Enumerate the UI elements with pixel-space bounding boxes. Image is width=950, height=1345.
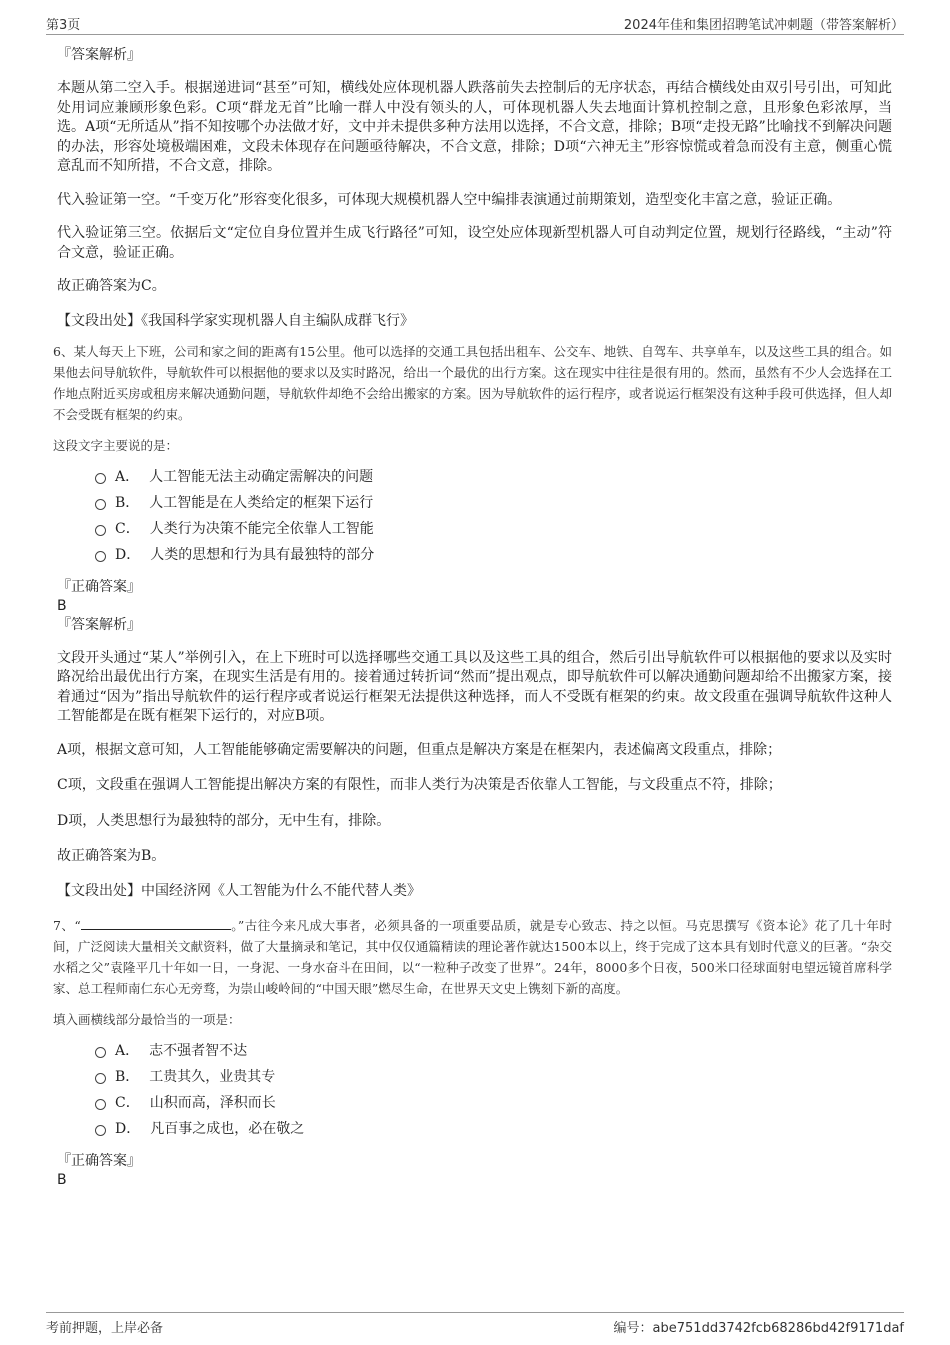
question-prompt: 填入画横线部分最恰当的一项是： xyxy=(53,1011,241,1027)
analysis-paragraph: 代入验证第三空。依据后文“定位自身位置并生成飞行路径”可知，设空处应体现新型机器人可自动判定位置，规划行径路线，“主动”符合文意，验证正确。 xyxy=(57,225,892,261)
option-b[interactable]: B． 工贵其久，业贵其专 xyxy=(95,1064,892,1090)
page-footer xyxy=(46,1312,904,1335)
analysis-paragraph: 本题从第二空入手。根据递进词“甚至”可知，横线处应体现机器人跌落前失去控制后的无序状态，再结合横线处由双引号引出，可知此处用词应兼顾形象色彩。C项“群龙无首”比喻一群人中没有领头的人，可体现机器人失去地面计算机控制之意，且形象色彩浓厚，当选。A项“无所适从”指不知按哪个办法做才好，文中并未提供多种方法用以选择，不合文意，排除；B项“走投无路”比喻找不到解决问题的办法，形容处境极端困难，文段未体现存在问题亟待解决，不合文意，排除；D项“六神无主”形容惊慌或着急而没有主意，侧重心慌意乱而不知所措，不合文意，排除。 xyxy=(57,80,892,174)
analysis-paragraph: C项，文段重在强调人工智能提出解决方案的有限性，而非人类行为决策是否依靠人工智能，与文段重点不符，排除； xyxy=(57,777,782,793)
document-title: 2024年佳和集团招聘笔试冲刺题（带答案解析） xyxy=(623,18,904,33)
analysis-paragraph: 代入验证第一空。“千变万化”形容变化很多，可体现大规模机器人空中编排表演通过前期策划，造型变化丰富之意，验证正确。 xyxy=(57,191,842,208)
question-stem: 7、“ 。”古往今来凡成大事者，必须具备的一项重要品质，就是专心致志、持之以恒。马克思撰写《资本论》花了几十年时间，广泛阅读大量相关文献资料，做了大量摘录和笔记，其中仅仅通篇精读的理论著作就达1500本以上，终于完成了这本具有划时代意义的巨著。“杂交水稻之父”袁隆平几十年如一日，一身泥、一身水奋斗在田间，以“一粒种子改变了世界”。24年，8000多个日夜，500米口径球面射电望远镜首席科学家、总工程师南仁东心无旁骛，为崇山峻岭间的“中国天眼”燃尽生命，在世界天文史上镌刻下新的高度。 xyxy=(53,917,893,996)
radio-icon[interactable] xyxy=(95,551,106,562)
conclusion-text: 故正确答案为C。 xyxy=(57,278,166,294)
analysis-heading: 『答案解析』 xyxy=(57,47,141,63)
options-list xyxy=(95,464,892,568)
option-b[interactable]: B． 人工智能是在人类给定的框架下运行 xyxy=(95,490,892,516)
page-header xyxy=(46,14,904,35)
page-number: 第3页 xyxy=(46,18,81,33)
question-stem: 6、某人每天上下班，公司和家之间的距离有15公里。他可以选择的交通工具包括出租车、公交车、地铁、自驾车、共享单车，以及这些工具的组合。如果他去问导航软件，导航软件可以根据他的要求以及实时路况，给出一个最优的出行方案。这在现实中往往是很有用的。然而，虽然有不少人会选择在工作地点附近买房或租房来解决通勤问题，导航软件却绝不会给出搬家的方案。因为导航软件的运行程序，或者说运行框架没有这种手段可供选择，但人却不会受既有框架的约束。 xyxy=(53,343,892,422)
option-d[interactable]: D． 人类的思想和行为具有最独特的部分 xyxy=(95,542,892,568)
option-d[interactable]: D． 凡百事之成也，必在敬之 xyxy=(95,1116,892,1142)
radio-icon[interactable] xyxy=(95,1099,106,1110)
correct-answer-value: B xyxy=(57,597,67,614)
conclusion-text: 故正确答案为B。 xyxy=(57,848,166,864)
correct-answer-heading: 『正确答案』 xyxy=(57,1152,141,1169)
option-c[interactable]: C． 山积而高，泽积而长 xyxy=(95,1090,892,1116)
radio-icon[interactable] xyxy=(95,473,106,484)
source-citation: 【文段出处】《我国科学家实现机器人自主编队成群飞行》 xyxy=(57,312,414,329)
radio-icon[interactable] xyxy=(95,499,106,510)
radio-icon[interactable] xyxy=(95,1125,106,1136)
main-content xyxy=(53,46,893,1190)
radio-icon[interactable] xyxy=(95,1047,106,1058)
footer-slogan: 考前押题，上岸必备 xyxy=(46,1321,164,1336)
options-list xyxy=(95,1038,892,1142)
correct-answer-value: B xyxy=(57,1171,67,1188)
option-c[interactable]: C． 人类行为决策不能完全依靠人工智能 xyxy=(95,516,892,542)
analysis-heading: 『答案解析』 xyxy=(57,616,141,633)
analysis-paragraph: 文段开头通过“某人”举例引入，在上下班时可以选择哪些交通工具以及这些工具的组合，然后引出导航软件可以根据他的要求以及实时路况给出最优出行方案，在现实生活是有用的。接着通过转折词“然而”提出观点，即导航软件可以解决通勤问题却给不出搬家方案，接着通过“因为”指出导航软件的运行程序或者说运行框架无法提供这种选择，而人不受既有框架的约束。故文段重在强调导航软件这种人工智能都是在既有框架下运行的，对应B项。 xyxy=(57,649,892,724)
radio-icon[interactable] xyxy=(95,1073,106,1084)
document-id: 编号：abe751dd3742fcb68286bd42f9171daf xyxy=(613,1321,904,1336)
source-citation: 【文段出处】中国经济网《人工智能为什么不能代替人类》 xyxy=(57,882,421,899)
analysis-paragraph: D项，人类思想行为最独特的部分，无中生有，排除。 xyxy=(57,812,391,829)
fill-blank-line xyxy=(81,917,231,930)
correct-answer-heading: 『正确答案』 xyxy=(57,578,141,595)
option-a[interactable]: A． 人工智能无法主动确定需解决的问题 xyxy=(95,464,892,490)
radio-icon[interactable] xyxy=(95,525,106,536)
question-prompt: 这段文字主要说的是： xyxy=(53,437,179,453)
option-a[interactable]: A． 志不强者智不达 xyxy=(95,1038,892,1064)
analysis-paragraph: A项，根据文意可知，人工智能能够确定需要解决的问题，但重点是解决方案是在框架内，表述偏离文段重点，排除； xyxy=(57,741,782,758)
